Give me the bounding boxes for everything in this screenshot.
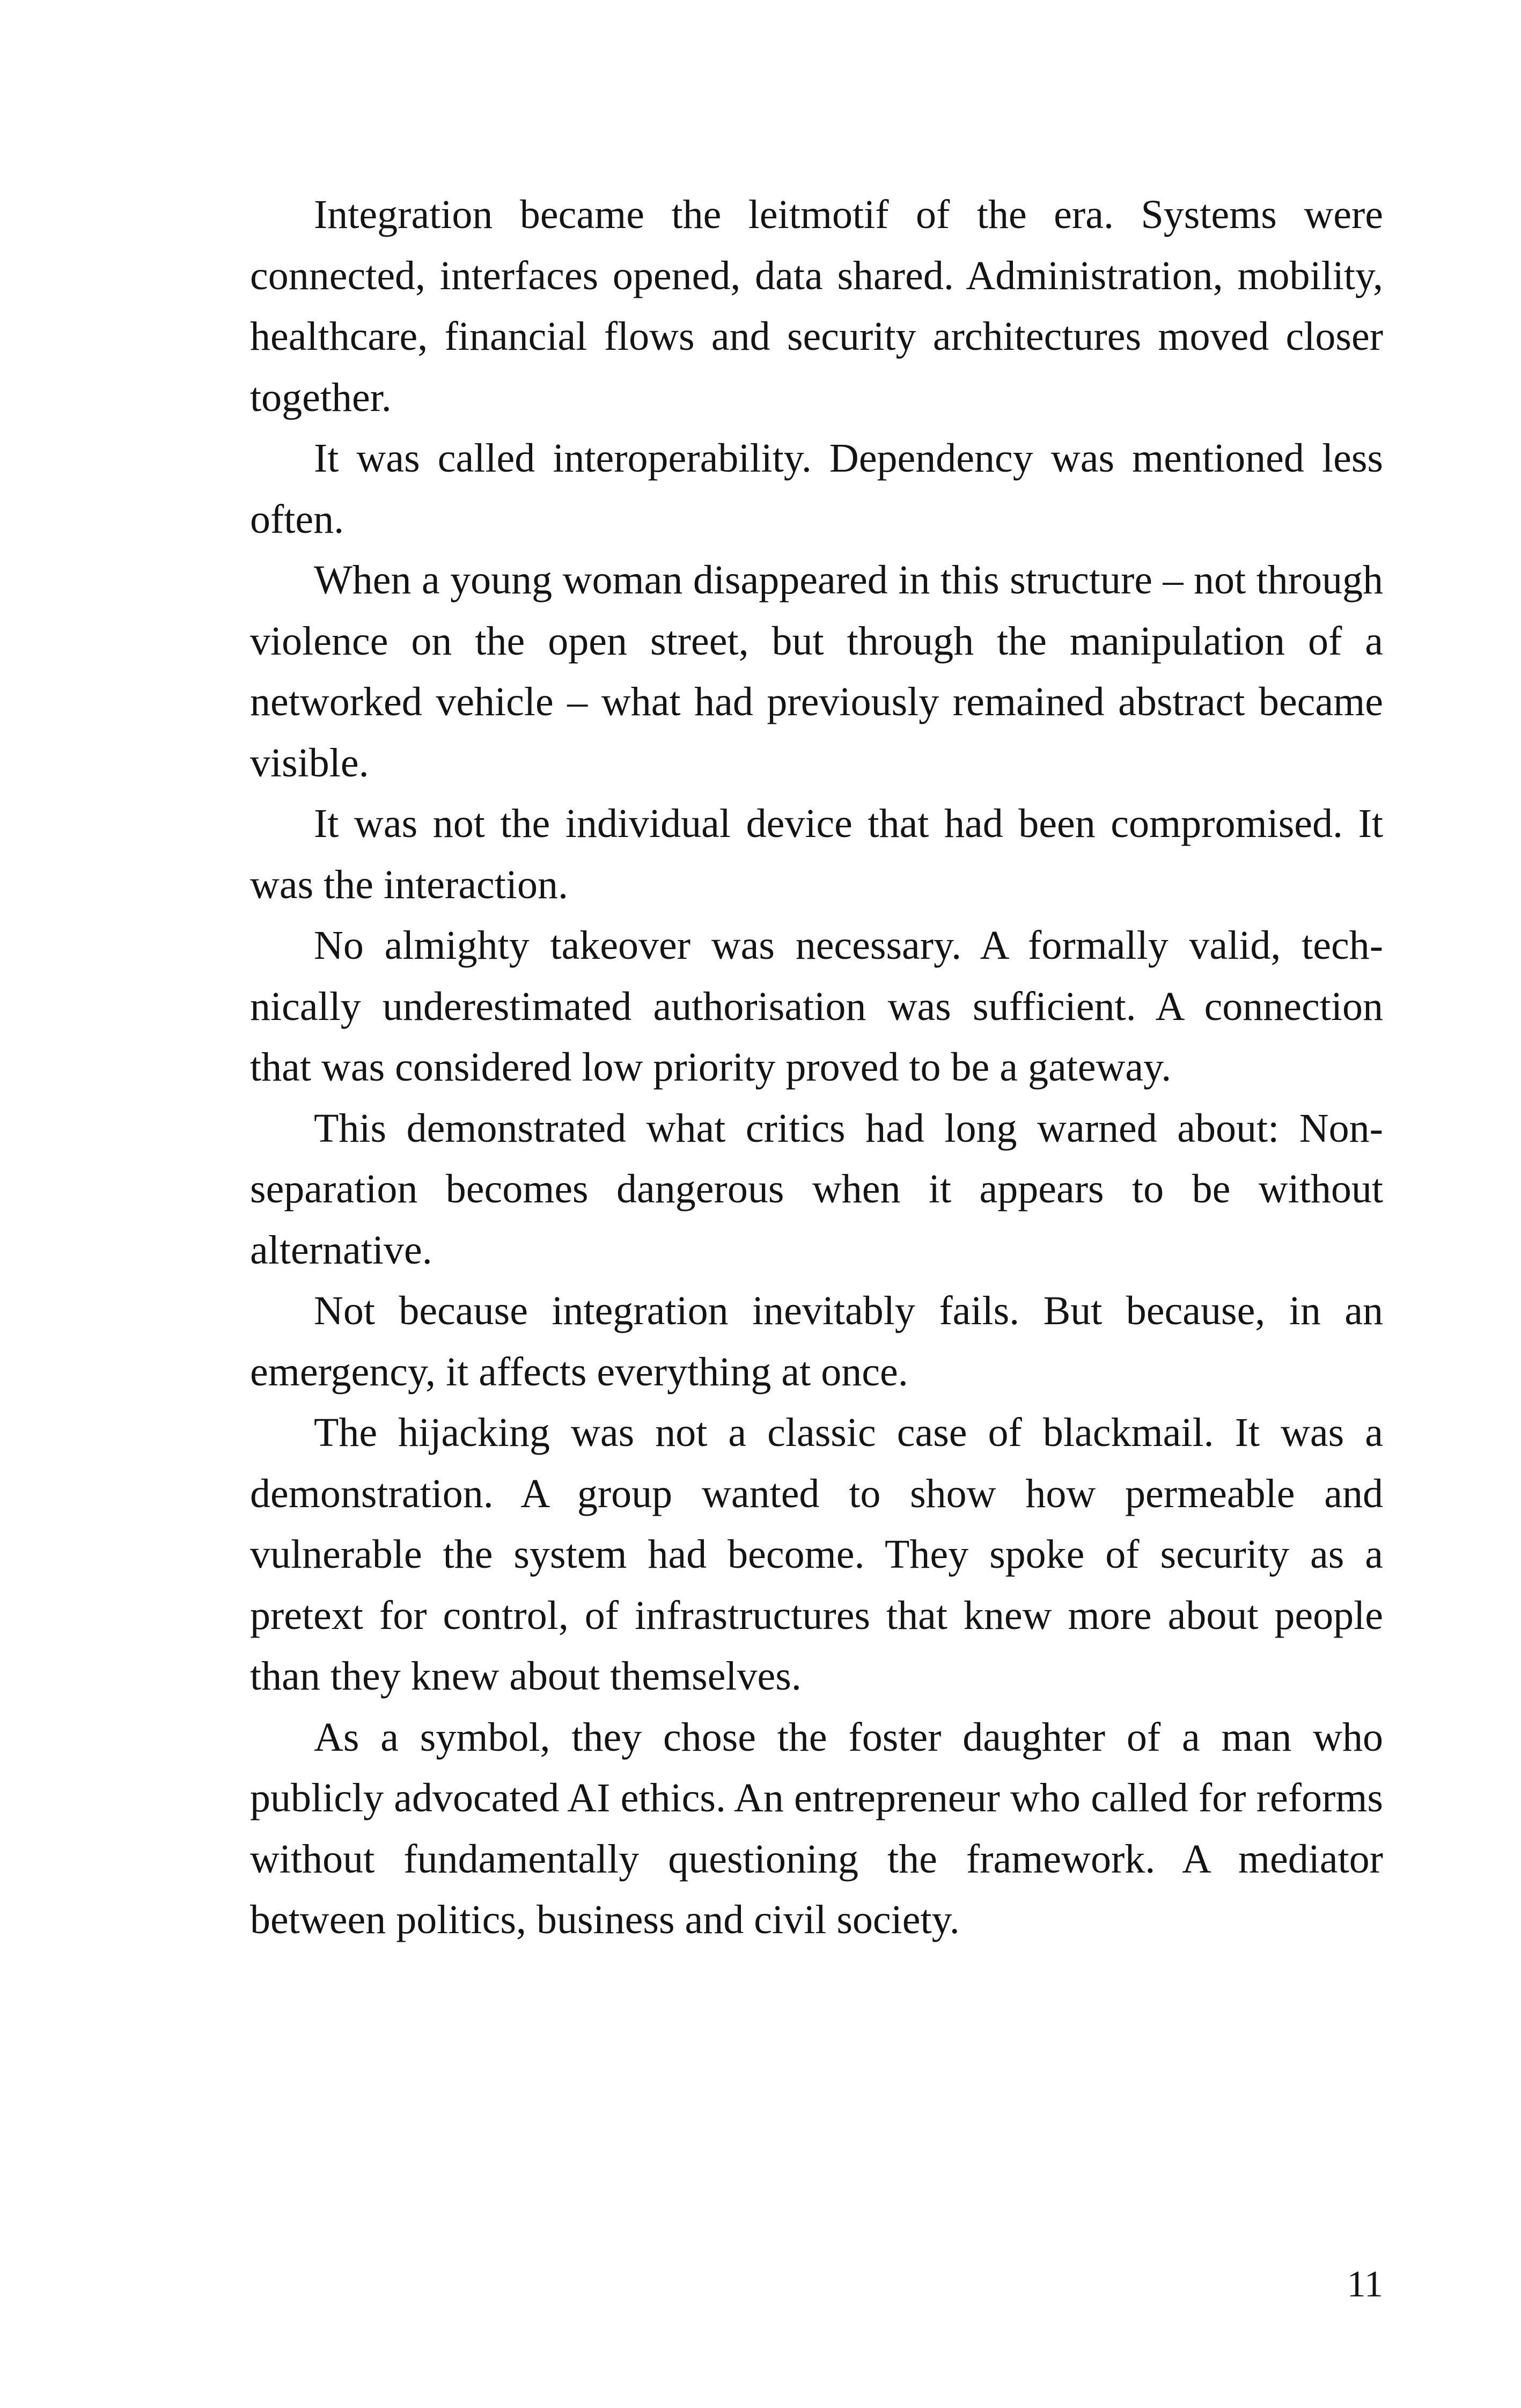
paragraph-7: Not because integration inevitably fails. But because, in an emergency, it affects everything at once.: [250, 1288, 1383, 1394]
paragraph-3: When a young woman disappeared in this structure – not through violence on the open street, but through the manipulation of a networked vehicle – what had previously remained abstract became visible.: [250, 557, 1383, 785]
paragraph-4: It was not the individual device that had been compromised. It was the interaction.: [250, 801, 1383, 907]
paragraph-8: The hijacking was not a classic case of blackmail. It was a demonstration. A group wanted to show how permeable and vulnerable the system had become. They spoke of security as a pretext for control, of infrastructures that knew more about people than they knew about themselves.: [250, 1410, 1383, 1699]
paragraph-2: It was called interoperability. Dependency was mentioned less often.: [250, 436, 1383, 542]
body-text: [250, 185, 1383, 1951]
paragraph-5: No almighty takeover was necessary. A formally valid, technically underestimated authorisation was sufficient. A connection that was considered low priority proved to be a gateway.: [250, 923, 1383, 1090]
paragraph-9: As a symbol, they chose the foster daughter of a man who publicly advocated AI ethics. An entrepreneur who called for reforms without fundamentally questioning the framework. A mediator between politics, business and civil society.: [250, 1714, 1383, 1942]
paragraph-6: This demonstrated what critics had long warned about: Non-separation becomes dangerous when it appears to be without alternative.: [250, 1105, 1383, 1273]
paragraph-1: Integration became the leitmotif of the era. Systems were connected, interfaces opened, data shared. Administration, mobility, healthcare, financial flows and security architectures moved closer together.: [250, 192, 1383, 420]
page-number: 11: [1347, 2264, 1383, 2305]
